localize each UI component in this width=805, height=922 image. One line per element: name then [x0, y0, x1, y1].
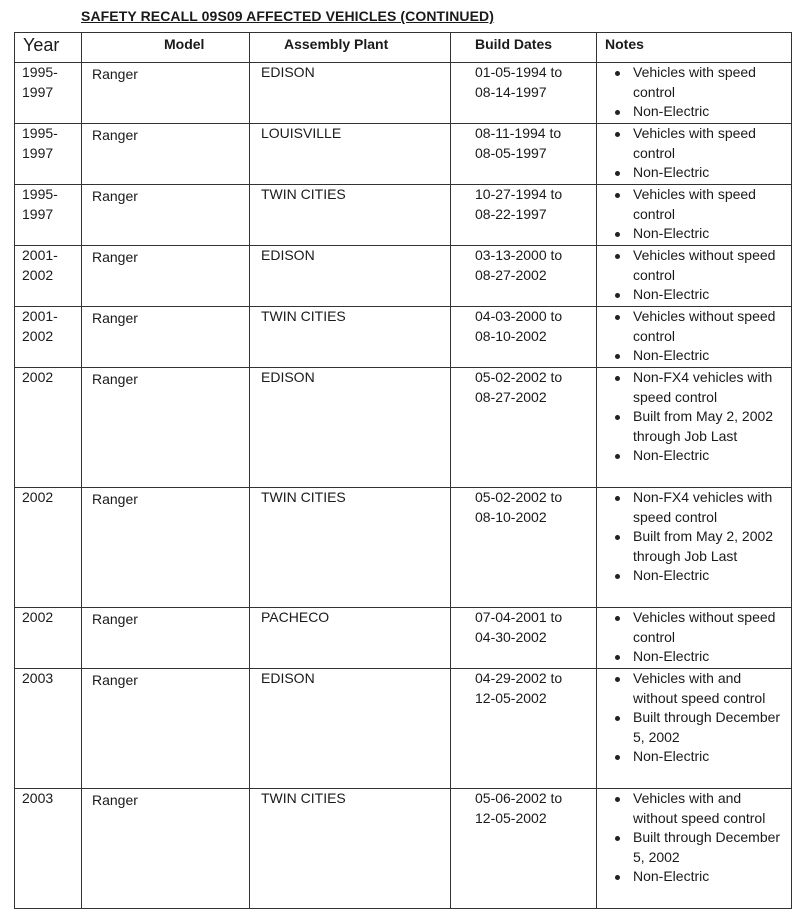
cell-year: 1995- 1997: [15, 185, 82, 246]
table-body: [15, 63, 792, 909]
table-row: [15, 63, 792, 124]
notes-list: [605, 789, 789, 887]
cell-year: 2001- 2002: [15, 246, 82, 307]
note-item: Vehicles without speed control: [605, 246, 789, 285]
cell-model: Ranger: [82, 185, 250, 246]
note-item: Vehicles with speed control: [605, 124, 789, 163]
note-item: Non-Electric: [605, 867, 789, 887]
cell-notes: [597, 368, 792, 488]
cell-assembly-plant: EDISON: [250, 669, 451, 789]
cell-year: 2002: [15, 368, 82, 488]
notes-list: [605, 246, 789, 305]
table-row: [15, 789, 792, 909]
notes-list: [605, 488, 789, 586]
cell-build-dates: 04-29-2002 to 12-05-2002: [451, 669, 597, 789]
notes-list: [605, 63, 789, 122]
note-item: Non-Electric: [605, 224, 789, 244]
header-year: Year: [15, 33, 82, 63]
note-item: Non-Electric: [605, 747, 789, 767]
cell-build-dates: 04-03-2000 to 08-10-2002: [451, 307, 597, 368]
cell-year: 2001- 2002: [15, 307, 82, 368]
cell-notes: [597, 488, 792, 608]
cell-build-dates: 01-05-1994 to 08-14-1997: [451, 63, 597, 124]
cell-model: Ranger: [82, 669, 250, 789]
cell-notes: [597, 246, 792, 307]
note-item: Vehicles without speed control: [605, 307, 789, 346]
note-item: Non-Electric: [605, 566, 789, 586]
document-title: SAFETY RECALL 09S09 AFFECTED VEHICLES (CONTINUED): [81, 8, 495, 24]
cell-notes: [597, 608, 792, 669]
note-item: Built through December 5, 2002: [605, 708, 789, 747]
note-item: Vehicles with speed control: [605, 185, 789, 224]
cell-assembly-plant: TWIN CITIES: [250, 307, 451, 368]
note-item: Non-Electric: [605, 102, 789, 122]
cell-year: 1995- 1997: [15, 124, 82, 185]
cell-notes: [597, 307, 792, 368]
notes-list: [605, 669, 789, 767]
cell-year: 2002: [15, 488, 82, 608]
header-build-dates: Build Dates: [451, 33, 597, 63]
cell-assembly-plant: TWIN CITIES: [250, 488, 451, 608]
note-item: Non-Electric: [605, 446, 789, 466]
cell-model: Ranger: [82, 246, 250, 307]
table-row: [15, 368, 792, 488]
cell-year: 1995- 1997: [15, 63, 82, 124]
header-model: Model: [82, 33, 250, 63]
recall-table: [14, 32, 792, 909]
cell-model: Ranger: [82, 608, 250, 669]
note-item: Non-Electric: [605, 647, 789, 667]
notes-list: [605, 368, 789, 466]
note-item: Built through December 5, 2002: [605, 828, 789, 867]
header-notes: Notes: [597, 33, 792, 63]
note-item: Vehicles with and without speed control: [605, 789, 789, 828]
cell-assembly-plant: TWIN CITIES: [250, 185, 451, 246]
note-item: Non-Electric: [605, 285, 789, 305]
cell-notes: [597, 669, 792, 789]
cell-year: 2003: [15, 669, 82, 789]
cell-notes: [597, 185, 792, 246]
notes-list: [605, 185, 789, 244]
cell-assembly-plant: PACHECO: [250, 608, 451, 669]
cell-assembly-plant: LOUISVILLE: [250, 124, 451, 185]
table-row: [15, 185, 792, 246]
cell-notes: [597, 124, 792, 185]
cell-model: Ranger: [82, 488, 250, 608]
cell-notes: [597, 63, 792, 124]
cell-build-dates: 03-13-2000 to 08-27-2002: [451, 246, 597, 307]
notes-list: [605, 124, 789, 183]
note-item: Non-FX4 vehicles with speed control: [605, 488, 789, 527]
table-row: [15, 246, 792, 307]
cell-notes: [597, 789, 792, 909]
note-item: Vehicles without speed control: [605, 608, 789, 647]
cell-build-dates: 05-02-2002 to 08-10-2002: [451, 488, 597, 608]
cell-year: 2003: [15, 789, 82, 909]
note-item: Non-FX4 vehicles with speed control: [605, 368, 789, 407]
table-row: [15, 608, 792, 669]
cell-assembly-plant: EDISON: [250, 63, 451, 124]
header-assembly-plant: Assembly Plant: [250, 33, 451, 63]
table-row: [15, 124, 792, 185]
header-row: [15, 33, 792, 63]
table-row: [15, 669, 792, 789]
cell-model: Ranger: [82, 307, 250, 368]
notes-list: [605, 307, 789, 366]
cell-assembly-plant: EDISON: [250, 246, 451, 307]
note-item: Built from May 2, 2002 through Job Last: [605, 407, 789, 446]
note-item: Non-Electric: [605, 163, 789, 183]
cell-build-dates: 08-11-1994 to 08-05-1997: [451, 124, 597, 185]
cell-build-dates: 05-06-2002 to 12-05-2002: [451, 789, 597, 909]
note-item: Built from May 2, 2002 through Job Last: [605, 527, 789, 566]
table-row: [15, 307, 792, 368]
notes-list: [605, 608, 789, 667]
cell-assembly-plant: EDISON: [250, 368, 451, 488]
cell-build-dates: 07-04-2001 to 04-30-2002: [451, 608, 597, 669]
note-item: Vehicles with speed control: [605, 63, 789, 102]
cell-model: Ranger: [82, 124, 250, 185]
table-row: [15, 488, 792, 608]
cell-model: Ranger: [82, 789, 250, 909]
note-item: Vehicles with and without speed control: [605, 669, 789, 708]
cell-model: Ranger: [82, 63, 250, 124]
note-item: Non-Electric: [605, 346, 789, 366]
cell-year: 2002: [15, 608, 82, 669]
cell-build-dates: 05-02-2002 to 08-27-2002: [451, 368, 597, 488]
cell-build-dates: 10-27-1994 to 08-22-1997: [451, 185, 597, 246]
cell-assembly-plant: TWIN CITIES: [250, 789, 451, 909]
cell-model: Ranger: [82, 368, 250, 488]
